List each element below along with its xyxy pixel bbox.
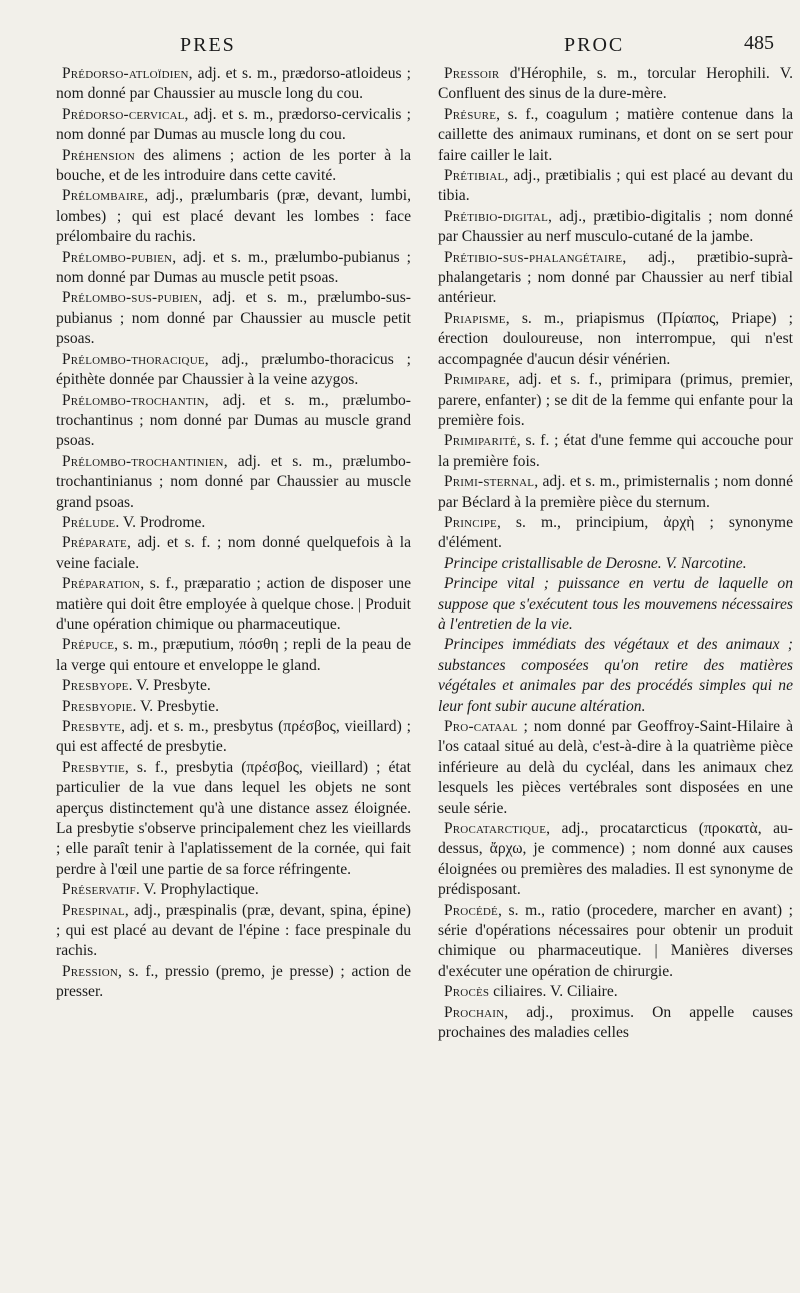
entry-headword: Préparate xyxy=(62,534,127,552)
dictionary-entry xyxy=(56,901,411,962)
entry-headword: Pression xyxy=(62,962,119,980)
entry-headword: Primiparité xyxy=(444,432,517,450)
entry-definition: , s. f., coagulum ; matière contenue dans la caillette des animaux ruminans, et dont on se sert pour faire cailler le lait. xyxy=(438,105,793,164)
dictionary-entry xyxy=(56,717,411,758)
dictionary-entry xyxy=(438,105,793,166)
header-right: PROC xyxy=(564,34,625,56)
dictionary-entry xyxy=(438,819,793,901)
dictionary-entry xyxy=(56,64,411,105)
dictionary-entry xyxy=(438,635,793,717)
entry-definition: , adj., prælumbaris (præ, devant, lumbi, lombes) ; qui est placé devant les lombes : face prélombaire du rachis. xyxy=(56,187,411,246)
left-column xyxy=(56,64,411,1003)
dictionary-entry xyxy=(56,452,411,513)
entry-headword: Prélude xyxy=(62,513,116,531)
entry-definition: , adj. et s. f. ; nom donné quelquefois à la veine faciale. xyxy=(56,534,411,572)
entry-definition: Principes immédiats des végétaux et des animaux ; substances composées qu'on retire des matières végétales et animales par des procédés simples qui ne leur font subir aucune altération. xyxy=(438,636,793,715)
entry-definition: , adj., prætibio-suprà-phalangetaris ; nom donné par Chaussier au nerf tibial antérieur. xyxy=(438,248,793,307)
dictionary-entry xyxy=(438,166,793,207)
entry-headword: Principe xyxy=(444,513,497,531)
dictionary-entry xyxy=(56,288,411,349)
dictionary-entry xyxy=(56,186,411,247)
entry-headword: Prétibio-digital xyxy=(444,207,548,225)
dictionary-entry xyxy=(438,1003,793,1044)
entry-definition: . V. Presbyte. xyxy=(128,677,211,695)
entry-headword: Procédé xyxy=(444,901,498,919)
entry-headword: Presbytie xyxy=(62,758,125,776)
entry-definition: , s. m., principium, ἀρχὴ ; synonyme d'élément. xyxy=(438,513,793,552)
entry-headword: Prépuce xyxy=(62,636,115,654)
header-left: PRES xyxy=(180,34,236,56)
entry-definition: , s. f., præparatio ; action de disposer une matière qui doit être employée à quelque chose. | Produit d'une opération chimique ou pharmaceutique. xyxy=(56,575,411,633)
entry-definition: , adj. et s. f., primipara (primus, premier, parere, enfanter) ; se dit de la femme qui enfante pour la première fois. xyxy=(438,371,793,429)
entry-definition: d'Hérophile, s. m., torcular Herophili. V. Confluent des sinus de la dure-mère. xyxy=(438,65,793,103)
entry-headword: Pressoir xyxy=(444,65,500,82)
entry-definition: , adj. et s. m., prædorso-atloideus ; nom donné par Chaussier au muscle long du cou. xyxy=(56,65,411,103)
entry-definition: , adj. et s. m., prælumbo-trochantinianus ; nom donné par Chaussier au muscle grand psoas. xyxy=(56,452,411,511)
dictionary-entry xyxy=(438,717,793,819)
dictionary-entry xyxy=(56,880,411,900)
dictionary-entry xyxy=(438,554,793,574)
entry-definition: , adj., præspinalis (præ, devant, spina, épine) ; qui est placé au devant de l'épine : face prespinale du rachis. xyxy=(56,901,411,960)
entry-definition: , adj., prætibio-digitalis ; nom donné par Chaussier au nerf musculo-cutané de la jambe. xyxy=(438,207,793,246)
right-column xyxy=(438,64,793,1044)
dictionary-entry xyxy=(438,309,793,370)
entry-definition: , adj., prætibialis ; qui est placé au devant du tibia. xyxy=(438,167,793,205)
entry-headword: Procès xyxy=(444,983,490,1001)
entry-headword: Pro-cataal xyxy=(444,718,518,735)
dictionary-entry xyxy=(56,350,411,391)
entry-definition: , adj. et s. m., prædorso-cervicalis ; nom donné par Dumas au muscle long du cou. xyxy=(56,105,411,144)
entry-definition: , adj., proximus. On appelle causes prochaines des maladies celles xyxy=(438,1003,793,1042)
entry-headword: Procatarctique xyxy=(444,820,547,838)
entry-definition: , s. f., pressio (premo, je presse) ; action de presser. xyxy=(56,962,411,1001)
dictionary-entry xyxy=(438,901,793,983)
entry-headword: Prédorso-atloïdien xyxy=(62,65,189,82)
entry-headword: Prédorso-cervical xyxy=(62,105,185,123)
dictionary-entry xyxy=(56,676,411,696)
entry-headword: Présure xyxy=(444,105,497,123)
entry-headword: Primi-sternal xyxy=(444,473,535,491)
entry-headword: Prélombo-trochantin xyxy=(62,391,205,409)
entry-definition: , s. m., ratio (procedere, marcher en avant) ; série d'opérations nécessaires pour obtenir un produit chimique ou pharmaceutique. | Manières diverses d'exécuter une opération de chirurgie. xyxy=(438,901,793,980)
page-number: 485 xyxy=(744,32,774,54)
entry-definition: ; nom donné par Geoffroy-Saint-Hilaire à l'os cataal situé au delà, c'est-à-dire à la quatrième pièce inférieure au delà du cycléal, dans les animaux chez lesquels les pièces vertébrales sont disposées en une seule série. xyxy=(438,718,793,817)
entry-headword: Prélombaire xyxy=(62,187,145,205)
entry-headword: Presbyopie xyxy=(62,697,133,715)
entry-headword: Prélombo-trochantinien xyxy=(62,452,224,470)
dictionary-entry xyxy=(56,697,411,717)
entry-definition: , adj., prælumbo-thoracicus ; épithète donnée par Chaussier à la veine azygos. xyxy=(56,350,411,389)
entry-definition: . V. Prodrome. xyxy=(115,513,206,531)
entry-definition: . V. Presbytie. xyxy=(132,697,219,715)
entry-definition: , adj. et s. m., prælumbo-pubianus ; nom donné par Dumas au muscle petit psoas. xyxy=(56,248,411,287)
entry-headword: Prélombo-pubien xyxy=(62,248,173,266)
entry-headword: Préparation xyxy=(62,575,141,593)
dictionary-entry xyxy=(56,758,411,880)
entry-headword: Prétibial xyxy=(444,167,505,185)
entry-headword: Presbyte xyxy=(62,718,122,735)
entry-definition: Principe cristallisable de Derosne. V. Narcotine. xyxy=(444,554,747,572)
entry-headword: Priapisme xyxy=(444,309,506,327)
entry-headword: Prélombo-thoracique xyxy=(62,350,205,368)
dictionary-entry xyxy=(438,982,793,1002)
entry-definition: , s. f., presbytia (πρέσβος, vieillard) ; état particulier de la vue dans lequel les objets ne sont aperçus distinctement qu'à une distance assez éloignée. La presbytie s'observe principalement chez les vieillards ; elle paraît tenir à l'aplatissement de la cornée, qui fait perdre à l'œil une partie de sa force réfringente. xyxy=(56,758,411,878)
dictionary-entry xyxy=(438,431,793,472)
entry-headword: Prélombo-sus-pubien xyxy=(62,289,199,307)
dictionary-entry xyxy=(56,635,411,676)
dictionary-entry xyxy=(56,391,411,452)
entry-headword: Prétibio-sus-phalangétaire xyxy=(444,248,623,266)
entry-headword: Prespinal xyxy=(62,901,125,919)
dictionary-entry xyxy=(56,248,411,289)
entry-definition: Principe vital ; puissance en vertu de laquelle on suppose que s'exécutent tous les mouvemens nécessaires à l'entretien de la vie. xyxy=(438,575,793,633)
entry-definition: , adj. et s. m., primisternalis ; nom donné par Béclard à la première pièce du sternum. xyxy=(438,473,793,511)
entry-definition: , s. m., priapismus (Πρίαπος, Priape) ; érection douloureuse, non interrompue, qui n'est accompagnée d'aucun désir vénérien. xyxy=(438,309,793,368)
entry-definition: des alimens ; action de les porter à la bouche, et de les introduire dans cette cavité. xyxy=(56,146,411,185)
entry-definition: , s. m., præputium, πόσθη ; repli de la peau de la verge qui entoure et enveloppe le gland. xyxy=(56,636,411,674)
dictionary-entry xyxy=(438,207,793,248)
dictionary-entry xyxy=(438,472,793,513)
dictionary-entry xyxy=(56,105,411,146)
entry-headword: Presbyope xyxy=(62,677,129,695)
dictionary-entry xyxy=(56,574,411,635)
dictionary-entry xyxy=(438,370,793,431)
dictionary-entry xyxy=(438,513,793,554)
entry-headword: Primipare xyxy=(444,371,506,389)
entry-definition: , adj. et s. m., presbytus (πρέσβος, vieillard) ; qui est affecté de presbytie. xyxy=(56,718,411,756)
entry-definition: , adj. et s. m., prælumbo-trochantinus ; nom donné par Dumas au muscle grand psoas. xyxy=(56,391,411,450)
dictionary-entry xyxy=(56,533,411,574)
entry-definition: ciliaires. V. Ciliaire. xyxy=(489,983,618,1001)
entry-definition: , adj. et s. m., prælumbo-sus-pubianus ; nom donné par Chaussier au muscle petit psoas. xyxy=(56,289,411,348)
running-header xyxy=(0,30,800,60)
entry-headword: Préhension xyxy=(62,146,135,164)
dictionary-entry xyxy=(56,513,411,533)
entry-headword: Prochain xyxy=(444,1003,505,1021)
dictionary-entry xyxy=(56,146,411,187)
dictionary-entry xyxy=(438,248,793,309)
entry-definition: , adj., procatarcticus (προκατὰ, au-dessus, ἄρχω, je commence) ; nom donné aux causes éloignées ou premières des maladies. Il est synonyme de prédisposant. xyxy=(438,820,793,899)
entry-headword: Préservatif xyxy=(62,881,136,899)
entry-definition: , s. f. ; état d'une femme qui accouche pour la première fois. xyxy=(438,432,793,470)
dictionary-entry xyxy=(438,64,793,105)
dictionary-entry xyxy=(438,574,793,635)
dictionary-entry xyxy=(56,962,411,1003)
entry-definition: . V. Prophylactique. xyxy=(135,881,259,899)
